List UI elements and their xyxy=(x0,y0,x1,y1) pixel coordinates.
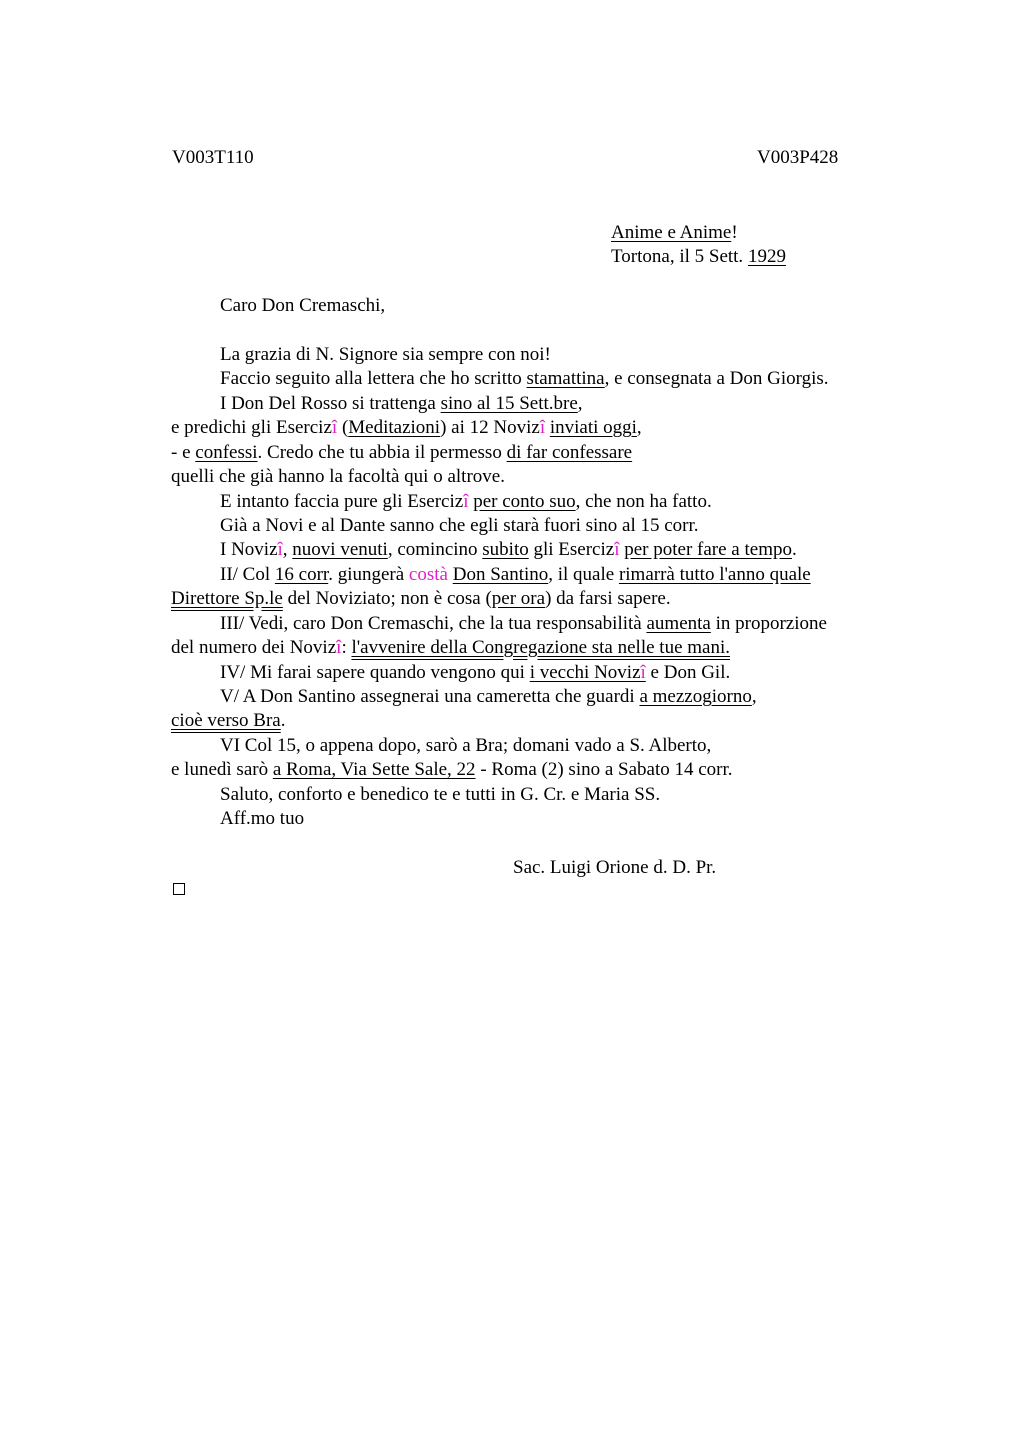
letter-line: Saluto, conforto e benedico te e tutti in G. Cr. e Maria SS. xyxy=(220,784,661,805)
letter-line: E intanto faccia pure gli Esercizî per conto suo, che non ha fatto. xyxy=(220,491,712,512)
letter-line: Già a Novi e al Dante sanno che egli starà fuori sino al 15 corr. xyxy=(220,515,699,536)
letter-line: III/ Vedi, caro Don Cremaschi, che la tua responsabilità aumenta in proporzione xyxy=(220,613,827,634)
letter-line: II/ Col 16 corr. giungerà costà Don Santino, il quale rimarrà tutto l'anno quale xyxy=(220,564,811,585)
letter-line: Direttore Sp.le del Noviziato; non è cosa (per ora) da farsi sapere. xyxy=(171,588,671,609)
letter-line: Faccio seguito alla lettera che ho scritto stamattina, e consegnata a Don Giorgis. xyxy=(220,368,829,389)
document-code-right: V003P428 xyxy=(757,147,839,168)
highlighted-word: costà xyxy=(408,564,448,585)
letter-line: VI Col 15, o appena dopo, sarò a Bra; domani vado a S. Alberto, xyxy=(220,735,712,756)
salutation: Caro Don Cremaschi, xyxy=(220,295,386,316)
letter-line: del numero dei Novizî: l'avvenire della Congregazione sta nelle tue mani. xyxy=(171,637,730,658)
letter-line: V/ A Don Santino assegnerai una cameretta che guardi a mezzogiorno, xyxy=(220,686,757,707)
letter-line: I Novizî, nuovi venuti, comincino subito gli Esercizî per poter fare a tempo. xyxy=(220,539,797,560)
document-code-left: V003T110 xyxy=(172,147,254,168)
date-line: Tortona, il 5 Sett. 1929 xyxy=(611,246,786,267)
letter-line: e predichi gli Esercizî (Meditazioni) ai 12 Novizî inviati oggi, xyxy=(171,417,642,438)
letter-line: - e confessi. Credo che tu abbia il permesso di far confessare xyxy=(171,442,633,463)
letter-line: I Don Del Rosso si trattenga sino al 15 Sett.bre, xyxy=(220,393,583,414)
letter-line: La grazia di N. Signore sia sempre con noi! xyxy=(220,344,551,365)
motto: Anime e Anime! xyxy=(611,222,738,243)
closing: Aff.mo tuo xyxy=(220,808,305,829)
end-mark-box xyxy=(173,883,185,895)
letter-line: cioè verso Bra. xyxy=(171,710,286,731)
letter-line: e lunedì sarò a Roma, Via Sette Sale, 22 - Roma (2) sino a Sabato 14 corr. xyxy=(171,759,733,780)
signature: Sac. Luigi Orione d. D. Pr. xyxy=(513,857,717,878)
letter-line: IV/ Mi farai sapere quando vengono qui i vecchi Novizî e Don Gil. xyxy=(220,662,731,683)
letter-line: quelli che già hanno la facoltà qui o altrove. xyxy=(171,466,505,487)
